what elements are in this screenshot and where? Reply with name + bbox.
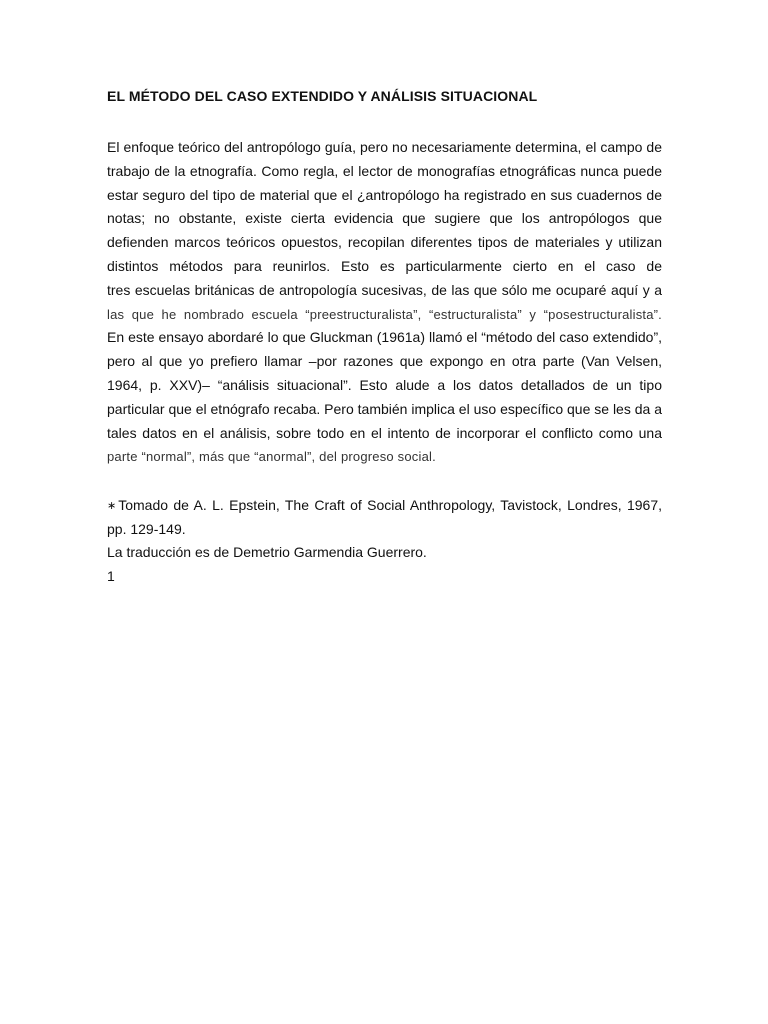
paragraph-line: distintos métodos para reunirlos. Esto es particularmente cierto en el caso de	[107, 257, 662, 274]
paragraph-line: estar seguro del tipo de material que el ¿antropólogo ha registrado en sus cuadernos de	[107, 186, 662, 203]
footnote-translation: La traducción es de Demetrio Garmendia Guerrero.	[107, 544, 427, 560]
footnote-block	[107, 494, 662, 588]
footnote-citation	[107, 494, 662, 518]
paragraph-line: trabajo de la etnografía. Como regla, el lector de monografías etnográficas nunca puede	[107, 162, 662, 179]
paragraph-line: defienden marcos teóricos opuestos, recopilan diferentes tipos de materiales y utilizan	[107, 234, 662, 251]
paragraph-line: tres escuelas británicas de antropología sucesivas, de las que sólo me ocuparé aquí y a	[107, 281, 662, 298]
paragraph-line: particular que el etnógrafo recaba. Pero también implica el uso específico que se les da a	[107, 400, 662, 417]
paragraph-line: notas; no obstante, existe cierta evidencia que sugiere que los antropólogos que	[107, 210, 662, 227]
page-number: 1	[107, 567, 115, 584]
paragraph-line: 1964, p. XXV)– “análisis situacional”. Esto alude a los datos detallados de un tipo	[107, 376, 662, 393]
paragraph-line: las que he nombrado escuela “preestructuralista”, “estructuralista” y “posestructuralista”.	[107, 306, 662, 322]
paragraph-line: tales datos en el análisis, sobre todo en el intento de incorporar el conflicto como una	[107, 424, 662, 441]
footnote-marker: ∗	[107, 500, 117, 512]
body-paragraph	[107, 136, 662, 469]
document-title: EL MÉTODO DEL CASO EXTENDIDO Y ANÁLISIS SITUACIONAL	[107, 88, 538, 104]
paragraph-line: pero al que yo prefiero llamar –por razones que expongo en otra parte (Van Velsen,	[107, 353, 662, 370]
footnote-pages: pp. 129-149.	[107, 520, 186, 537]
footnote-citation-text: Tomado de A. L. Epstein, The Craft of Social Anthropology, Tavistock, Londres, 1967,	[118, 497, 662, 513]
paragraph-line: En este ensayo abordaré lo que Gluckman (1961a) llamó el “método del caso extendido”,	[107, 329, 662, 346]
paragraph-line: parte “normal”, más que “anormal”, del progreso social.	[107, 449, 436, 465]
paragraph-line: El enfoque teórico del antropólogo guía, pero no necesariamente determina, el campo de	[107, 139, 662, 155]
